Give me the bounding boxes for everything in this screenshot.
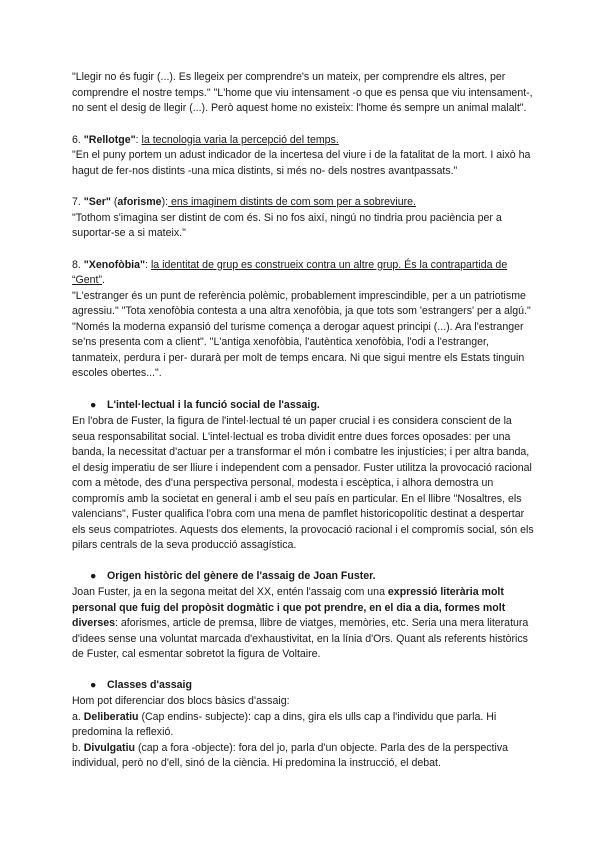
item-number: 7. [72, 196, 84, 208]
item-xenofobia-quote: "L'estranger és un punt de referència polèmic, probablement imprescindible, per a un patriotisme agressiu." "Tota xenofòbia contesta a una altra xenofòbia, ja que tots som 'estrangers' per a algú." "Només la moderna expansió del turisme comença a derogar aquest principi (...). Ara l'estranger se'ns presenta com a client". "L'antiga xenofòbia, l'autèntica xenofòbia, l'odi a l'estranger, tanmateix, perdura i per- durarà per molt de temps encara. Ni que sigui mentre els Estats tinguin escoles obertes...". [72, 289, 531, 379]
item-number: 8. [72, 258, 84, 271]
item-separator: : [135, 133, 142, 146]
item-paren-open: ( [110, 196, 118, 208]
body-text: Joan Fuster, ja en la segona meitat del XX, entén l'assaig com una [72, 586, 388, 598]
bullet-icon: ● [90, 678, 97, 691]
section-intellectual [72, 398, 537, 554]
section-heading [90, 569, 537, 585]
body-bold-text: expressió literària molt personal que fuig del propòsit dogmàtic i que pot prendre, en el dia a dia, formes molt diverses [72, 586, 506, 629]
item-ser-heading [72, 195, 537, 211]
class-prefix: b. [72, 741, 84, 754]
item-theme: la tecnologia varia la percepció del temps. [141, 133, 339, 146]
item-xenofobia-heading [72, 258, 537, 289]
section-heading-text: Origen històric del gènere de l'assaig de Joan Fuster. [107, 569, 376, 582]
item-separator: : [145, 258, 151, 271]
item-ser-quote: "Tothom s'imagina ser distint de com és. Si no fos així, ningú no tindria prou paciència per a suportar-se a si mateix." [72, 211, 502, 239]
section-body: En l'obra de Fuster, la figura de l'intel·lectual té un paper crucial i es considera conscient de la seua responsabilitat social. L'intel·lectual es troba dividit entre dues forces oposades: per una banda, la necessitat d'actuar per a transformar el món i combatre les injustícies; i per altra banda, el desig imperatiu de ser lliure i independent com a pensador. Fuster utilitza la provocació racional com a mètode, des d'una perspectiva personal, modesta i escèptica, i alhora demostra un compromís amb la societat en general i amb el seu país en particular. En el llibre "Nosaltres, els valencians", Fuster qualifica l'obra com una mena de pamflet historicopolític destinat a despertar els seus compatriotes. Aquests dos elements, la provocació racional i el compromís social, són els pilars centrals de la seva producció assagística. [72, 415, 534, 551]
document-page [72, 70, 537, 787]
class-name: Deliberatiu [83, 710, 139, 723]
item-number: 6. [72, 133, 84, 146]
item-title: "Xenofòbia" [83, 258, 146, 271]
item-rellotge-quote: "En el puny portem un adust indicador de la incertesa del viure i de la fatalitat de la mort. I això ha hagut de fer-nos distints -una mica distints, si més no- dels nostres avantpassats." [72, 149, 531, 177]
item-title: "Rellotge" [83, 133, 136, 146]
item-ser [72, 195, 537, 242]
item-subtitle: aforisme [117, 196, 162, 208]
item-period: . [102, 274, 105, 286]
class-description: (Cap endins- subjecte): cap a dins, gira els ulls cap a l'individu que parla. Hi predomina la reflexió. [72, 710, 497, 738]
section-heading-text: Classes d'assaig [107, 678, 192, 691]
item-paren-close: ): [161, 196, 169, 208]
item-rellotge-heading [72, 133, 537, 149]
item-title: "Ser" [83, 196, 111, 208]
class-prefix: a. [72, 710, 84, 723]
class-description: (cap a fora -objecte): fora del jo, parla d'un objecte. Parla des de la perspectiva individual, però no d'ell, sinó de la ciència. Hi predomina la instrucció, el debat. [72, 741, 509, 769]
section-origin [72, 569, 537, 663]
item-xenofobia [72, 258, 537, 382]
bullet-icon: ● [90, 398, 97, 411]
item-theme: ens imaginem distints de com som per a sobreviure. [168, 196, 416, 208]
item-theme: la identitat de grup es construeix contra un altre grup. És la contrapartida de “Gent” [72, 258, 508, 286]
intro-quote: "Llegir no és fugir (...). Es llegeix per comprendre's un mateix, per comprendre els altres, per comprendre el nostre temps." "L'home que viu intensament -o que es pensa que viu intensament-, no sent el desig de llegir (...). Però aquest home no existeix: l'home és sempre un animal malalt". [72, 71, 533, 114]
bullet-icon: ● [90, 569, 97, 582]
section-heading-text: L'intel·lectual i la funció social de l'assaig. [107, 398, 320, 411]
section-intro: Hom pot diferenciar dos blocs bàsics d'assaig: [72, 695, 290, 707]
class-name: Divulgatiu [83, 741, 135, 754]
section-body [72, 585, 537, 663]
section-heading [90, 678, 537, 694]
item-rellotge [72, 133, 537, 180]
body-text: : aforismes, article de premsa, llibre de viatges, memòries, etc. Seria una mera literatura d'idees sense una voluntat marcada d'exhaustivitat, en la línia d'Ors. Quant als referents històrics de Fuster, cal esmentar sobretot la figura de Voltaire. [72, 617, 529, 660]
class-a [72, 710, 537, 741]
class-b [72, 741, 537, 772]
section-heading [90, 398, 537, 414]
section-classes [72, 678, 537, 772]
